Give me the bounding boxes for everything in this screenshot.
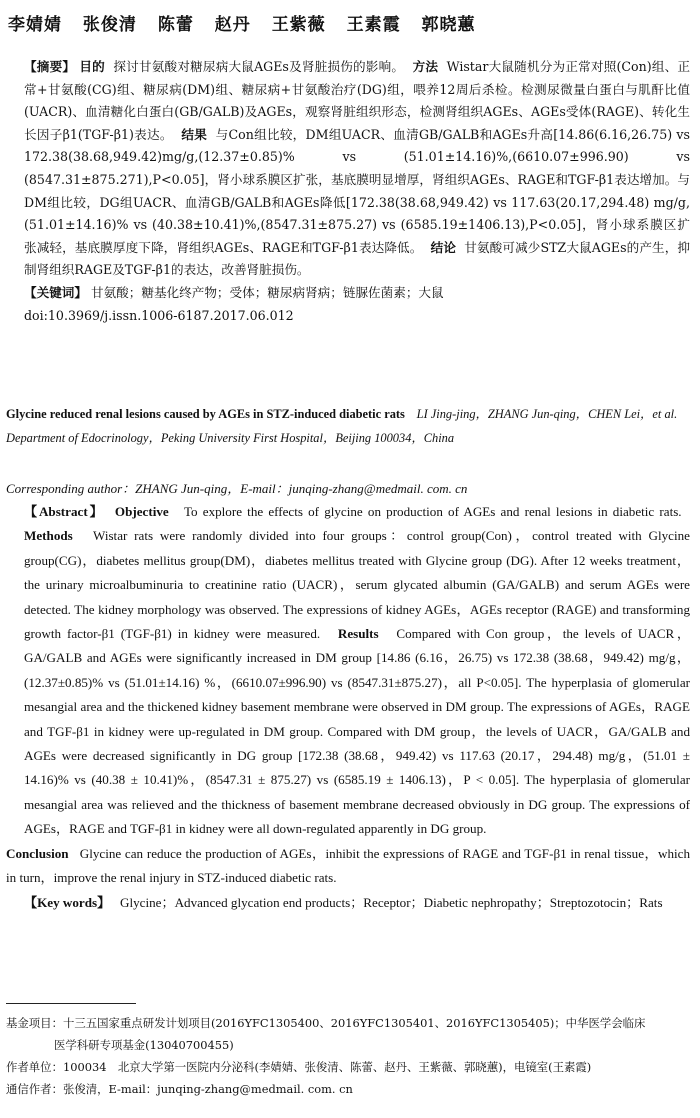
footnote-divider xyxy=(6,1003,136,1004)
conclusion-label: 结论 xyxy=(430,239,457,255)
corresponding-author-en: Corresponding author：ZHANG Jun-qing，E-mail：junqing-zhang@medmail. com. cn xyxy=(6,481,468,496)
english-title-block xyxy=(6,402,690,450)
objective-label: Objective xyxy=(114,504,169,519)
results-label: Results xyxy=(337,626,379,642)
english-conclusion xyxy=(6,842,690,891)
methods-text: Wistar rats were randomly divided into four groups：control group(Con)，control treated with Glycine group(CG)，diabetes mellitus group(DM)，diabetes mellitus treated with Glycine group (DG). After 12 weeks treatment，the urinary microalbuminuria to creatinine ratio (UACR)，serum glycated albumin (GA/GALB) and serum AGEs were detected. The kidney morphology was observed. The expressions of kidney AGEs，AGEs receptor (RAGE) and transforming growth factor-β1 (TGF-β1) in kidney were measured. xyxy=(24,528,690,642)
keywords-text: 甘氨酸；糖基化终产物；受体；糖尿病肾病；链脲佐菌素；大鼠 xyxy=(90,284,444,300)
footnotes xyxy=(6,1012,696,1100)
author-name: 李婧婧 xyxy=(8,15,62,35)
keywords-label: 【关键词】 xyxy=(24,284,87,300)
abstract-label: 【Abstract】 xyxy=(24,504,105,519)
conclusion-text: Glycine can reduce the production of AGEs，inhibit the expressions of RAGE and TGF-β1 in renal tissue，which in turn，improve the renal injury in STZ-induced diabetic rats. xyxy=(6,845,690,886)
objective-label: 目的 xyxy=(79,59,105,74)
methods-text: Wistar大鼠随机分为正常对照(Con)组、正常+甘氨酸(CG)组、糖尿病(DM)组、糖尿病+甘氨酸治疗(DG)组，喂养12周后杀检。检测尿微量白蛋白与肌酐比值(UACR)、血清糖化白蛋白(GB/GALB)及AGEs，观察肾脏组织形态，检测肾组织AGEs、AGEs受体(RAGE)、转化生长因子β1(TGF-β1)表达。 xyxy=(24,59,691,142)
author-name: 王素霞 xyxy=(346,15,401,35)
chinese-abstract xyxy=(6,56,690,327)
funding-note: 基金项目：十三五国家重点研发计划项目(2016YFC1305400、2016YFC1305401、2016YFC1305405)；中华医学会临床 xyxy=(6,1016,646,1030)
results-text: 与Con组比较，DM组UACR、血清GB/GALB和AGEs升高[14.86(6.16,26.75) vs 172.38(38.68,949.42)mg/g,(12.37±0.85)% vs (51.01±14.16)%,(6610.07±996.90) vs (8547.31±875.271),P<0.05]，肾小球系膜区扩张，基底膜明显增厚，肾组织AGEs、RAGE和TGF-β1表达增加。与DM组比较，DG组UACR、血清GB/GALB和AGEs降低[172.38(38.68,949.42) vs 117.63(20.17,294.48) mg/g,(51.01±14.16)% vs (40.38±10.41)%,(8547.31±875.27) vs (6585.19±1406.13),P<0.05]，肾小球系膜区扩张减轻，基底膜厚度下降，肾组织AGEs、RAGE和TGF-β1表达降低。 xyxy=(24,126,691,255)
english-abstract xyxy=(6,500,690,915)
abstract-label: 【摘要】 xyxy=(24,59,76,74)
english-byline: LI Jing-jing，ZHANG Jun-qing，CHEN Lei，et al. Department of Edocrinology，Peking University First Hospital，Beijing 100034，China xyxy=(6,407,678,445)
conclusion-text: 甘氨酸可减少STZ大鼠AGEs的产生，抑制肾组织RAGE及TGF-β1的表达，改善肾脏损伤。 xyxy=(24,239,691,278)
keywords-text: Glycine；Advanced glycation end products；Receptor；Diabetic nephropathy；Streptozotocin；Rats xyxy=(120,894,663,910)
author-name: 王紫薇 xyxy=(271,15,326,35)
affiliation-note: 作者单位：100034 北京大学第一医院内分泌科(李婧婧、张俊清、陈蕾、赵丹、王紫薇、郭晓蕙)，电镜室(王素霞) xyxy=(6,1060,592,1074)
author-list xyxy=(8,10,608,35)
english-abstract-body xyxy=(6,500,690,842)
chinese-abstract-body xyxy=(6,56,690,282)
funding-note-continued: 医学科研专项基金(13040700455) xyxy=(54,1038,234,1052)
chinese-keywords xyxy=(6,282,690,305)
results-label: 结果 xyxy=(181,126,208,142)
objective-text: 探讨甘氨酸对糖尿病大鼠AGEs及肾脏损伤的影响。 xyxy=(113,59,405,74)
objective-text: To explore the effects of glycine on production of AGEs and renal lesions in diabetic rats. xyxy=(183,504,682,519)
methods-label: Methods xyxy=(24,528,73,544)
author-name: 张俊清 xyxy=(82,15,137,35)
results-text: Compared with Con group，the levels of UACR，GA/GALB and AGEs were significantly increased in DM group [14.86 (6.16，26.75) vs 172.38 (38.68，949.42) mg/g，(12.37±0.85)% vs (51.01±14.16) %，(6610.07±996.90) vs (8547.31±875.27)，all P<0.05]. The hyperplasia of glomerular mesangial area and the thickened kidney basement membrane were observed in DM group. The expressions of AGEs，RAGE and TGF-β1 in kidney were up-regulated in DM group. Compared with DM group，the levels of UACR，GA/GALB and AGEs were decreased significantly in DG group [172.38 (38.68，949.42) vs 117.63 (20.17，294.48) mg/g，(51.01 ± 14.16)% vs (40.38 ± 10.41)%，(8547.31 ± 875.27) vs (6585.19 ± 1406.13)，P < 0.05]. The hyperplasia of glomerular mesangial area was relieved and the thickness of basement membrane decreased obviously in DG group. The expressions of AGEs，RAGE and TGF-β1 in kidney were all down-regulated apparently in DG group. xyxy=(24,626,690,837)
author-name: 郭晓蕙 xyxy=(421,15,476,35)
conclusion-label: Conclusion xyxy=(6,845,69,861)
keywords-label: 【Key words】 xyxy=(24,894,111,910)
english-title: Glycine reduced renal lesions caused by AGEs in STZ-induced diabetic rats xyxy=(6,407,405,421)
doi: doi:10.3969/j.issn.1006-6187.2017.06.012 xyxy=(24,307,294,323)
methods-label: 方法 xyxy=(412,59,439,74)
english-keywords xyxy=(6,891,690,915)
author-name: 赵丹 xyxy=(214,15,251,35)
author-name: 陈蕾 xyxy=(157,15,194,35)
corresponding-note: 通信作者：张俊清，E-mail：junqing-zhang@medmail. com. cn xyxy=(6,1082,353,1096)
